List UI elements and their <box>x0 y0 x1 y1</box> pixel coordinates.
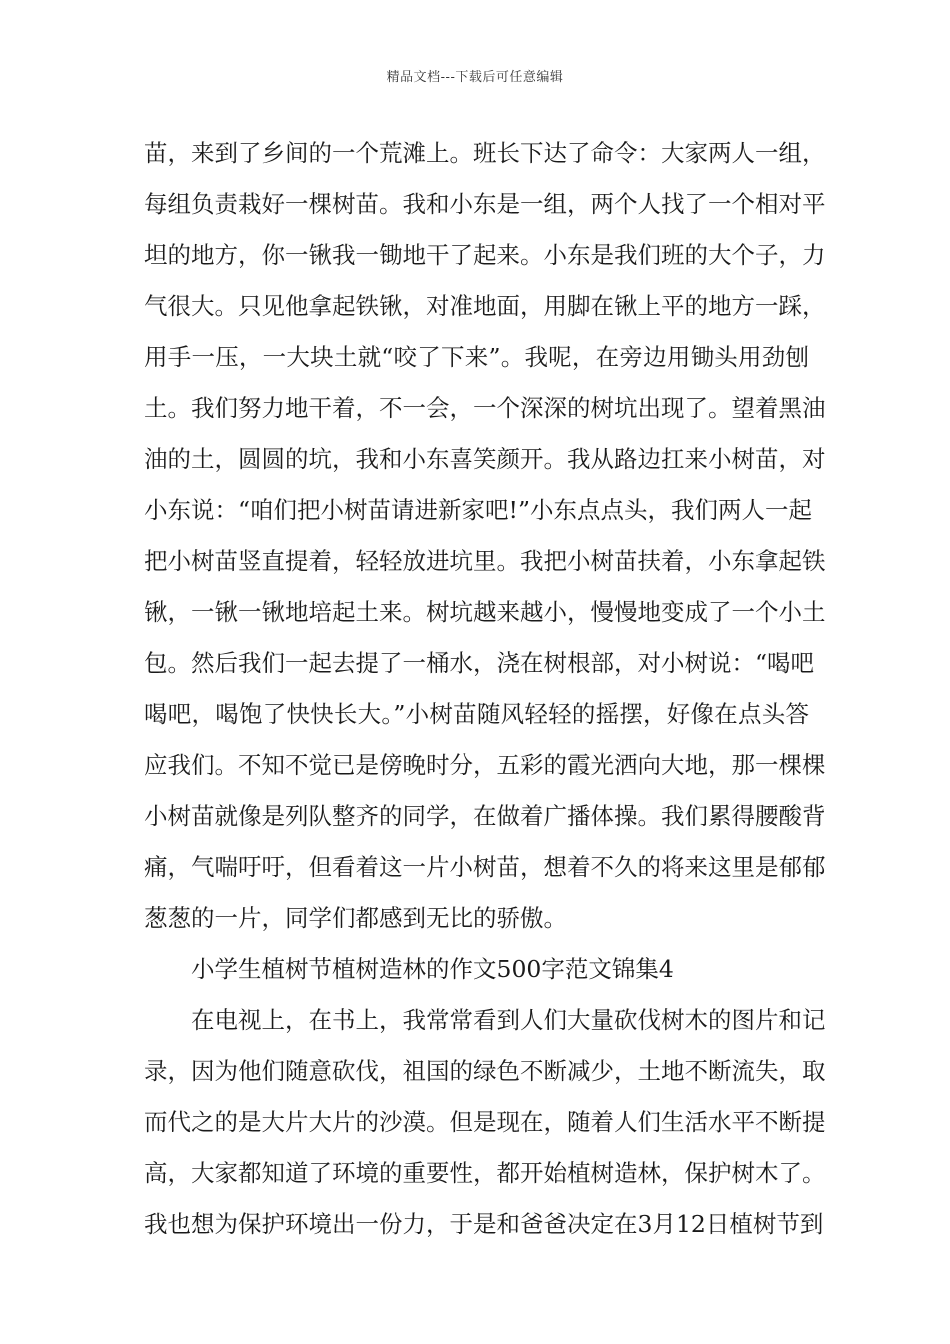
section-title: 小学生植树节植树造林的作文500字范文锦集4 <box>191 955 674 983</box>
text-line: 喝吧，喝饱了快快长大。”小树苗随风轻轻的摇摆，好像在点头答 <box>144 700 809 728</box>
text-line: 坦的地方，你一锹我一锄地干了起来。小东是我们班的大个子，力 <box>144 241 826 269</box>
text-line: 小树苗就像是列队整齐的同学，在做着广播体操。我们累得腰酸背 <box>144 802 826 830</box>
text-line: 气很大。只见他拿起铁锹，对准地面，用脚在锹上平的地方一踩， <box>144 292 826 320</box>
text-line: 录，因为他们随意砍伐，祖国的绿色不断减少，土地不断流失，取 <box>144 1057 826 1085</box>
text-line: 在电视上，在书上，我常常看到人们大量砍伐树木的图片和记 <box>191 1006 826 1034</box>
text-line: 痛，气喘吁吁，但看着这一片小树苗，想着不久的将来这里是郁郁 <box>144 853 826 881</box>
paragraph <box>144 128 826 944</box>
text-line: 高，大家都知道了环境的重要性，都开始植树造林，保护树木了。 <box>144 1159 826 1187</box>
document-body <box>144 128 826 1250</box>
paragraph <box>144 995 826 1250</box>
text-line: 应我们。不知不觉已是傍晚时分，五彩的霞光洒向大地，那一棵棵 <box>144 751 826 779</box>
text-line: 葱葱的一片，同学们都感到无比的骄傲。 <box>144 904 567 932</box>
page-header: 精品文档---下载后可任意编辑 <box>386 70 564 85</box>
text-line: 我也想为保护环境出一份力，于是和爸爸决定在3月12日植树节到 <box>144 1210 824 1238</box>
text-line: 把小树苗竖直提着，轻轻放进坑里。我把小树苗扶着，小东拿起铁 <box>144 547 826 575</box>
text-line: 包。然后我们一起去提了一桶水，浇在树根部，对小树说：“喝吧 <box>144 649 815 677</box>
text-line: 苗，来到了乡间的一个荒滩上。班长下达了命令：大家两人一组， <box>144 139 826 167</box>
text-line: 小东说：“咱们把小树苗请进新家吧!”小东点点头，我们两人一起 <box>144 496 812 524</box>
text-line: 用手一压，一大块土就“咬了下来”。我呢，在旁边用锄头用劲刨 <box>144 343 809 371</box>
text-line: 油的土，圆圆的坑，我和小东喜笑颜开。我从路边扛来小树苗，对 <box>144 445 826 473</box>
text-line: 每组负责栽好一棵树苗。我和小东是一组，两个人找了一个相对平 <box>144 190 826 218</box>
text-line: 而代之的是大片大片的沙漠。但是现在，随着人们生活水平不断提 <box>144 1108 826 1136</box>
text-line: 土。我们努力地干着，不一会，一个深深的树坑出现了。望着黑油 <box>144 394 826 422</box>
text-line: 锹，一锹一锹地培起土来。树坑越来越小，慢慢地变成了一个小土 <box>144 598 826 626</box>
